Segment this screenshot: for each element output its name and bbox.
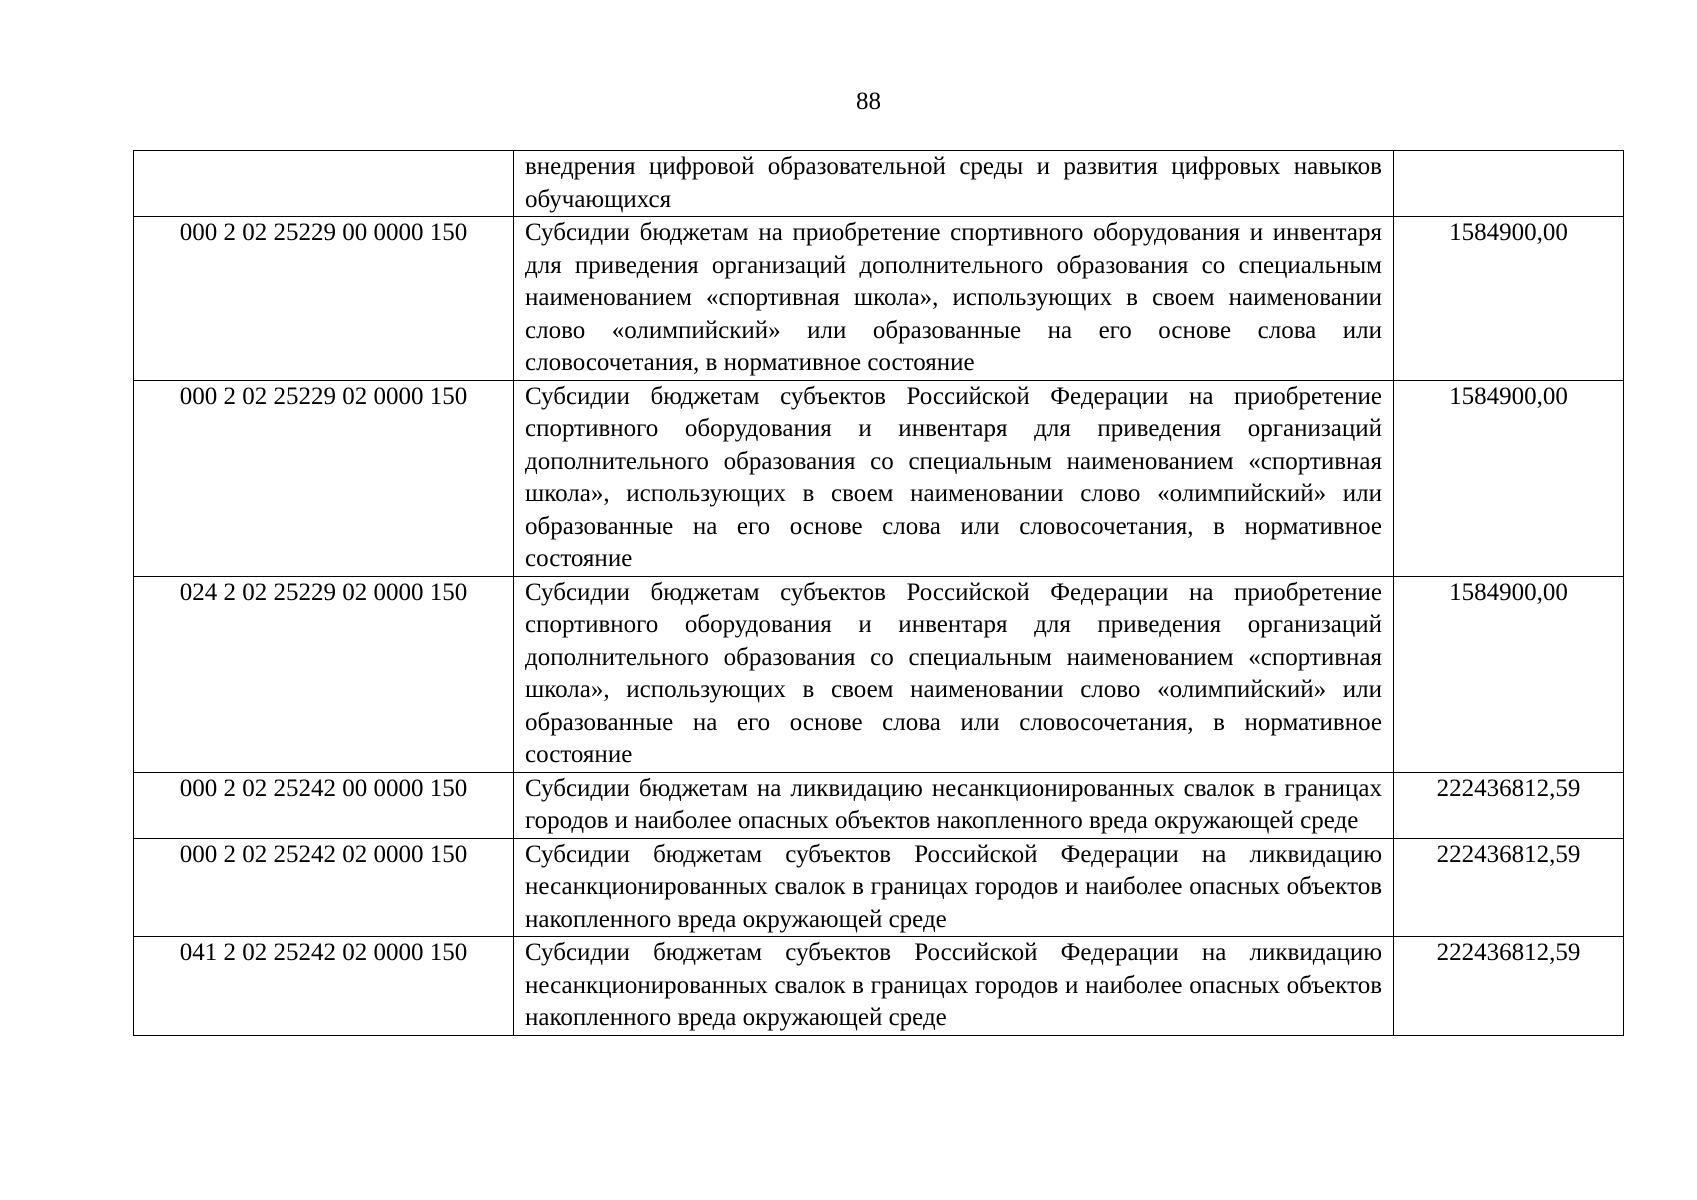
- description-cell: Субсидии бюджетам на ликвидацию несанкционированных свалок в границах городов и наиболее опасных объектов накопленного вреда окружающей среде: [514, 772, 1394, 838]
- amount-cell: 222436812,59: [1394, 772, 1624, 838]
- amount-cell: [1394, 151, 1624, 217]
- revenue-code-cell: 000 2 02 25242 00 0000 150: [134, 772, 514, 838]
- revenue-code-cell: 000 2 02 25229 02 0000 150: [134, 380, 514, 576]
- amount-cell: 1584900,00: [1394, 380, 1624, 576]
- table-row: [134, 151, 1624, 217]
- description-cell: внедрения цифровой образовательной среды и развития цифровых навыков обучающихся: [514, 151, 1394, 217]
- revenue-code-cell: 024 2 02 25229 02 0000 150: [134, 576, 514, 772]
- revenue-code-cell: 041 2 02 25242 02 0000 150: [134, 937, 514, 1036]
- revenue-code-cell: 000 2 02 25229 00 0000 150: [134, 217, 514, 381]
- table-row: [134, 217, 1624, 381]
- table-row: [134, 772, 1624, 838]
- page-number: 88: [856, 88, 881, 115]
- amount-cell: 222436812,59: [1394, 937, 1624, 1036]
- description-cell: Субсидии бюджетам субъектов Российской Федерации на ликвидацию несанкционированных свалок в границах городов и наиболее опасных объектов накопленного вреда окружающей среде: [514, 838, 1394, 937]
- description-cell: Субсидии бюджетам субъектов Российской Федерации на приобретение спортивного оборудования и инвентаря для приведения организаций дополнительного образования со специальным наименованием «спортивная школа», использующих в своем наименовании слово «олимпийский» или образованные на его основе слова или словосочетания, в нормативное состояние: [514, 576, 1394, 772]
- budget-revenue-table: [133, 150, 1624, 1036]
- revenue-code-cell: [134, 151, 514, 217]
- description-cell: Субсидии бюджетам субъектов Российской Федерации на приобретение спортивного оборудования и инвентаря для приведения организаций дополнительного образования со специальным наименованием «спортивная школа», использующих в своем наименовании слово «олимпийский» или образованные на его основе слова или словосочетания, в нормативное состояние: [514, 380, 1394, 576]
- description-cell: Субсидии бюджетам на приобретение спортивного оборудования и инвентаря для приведения организаций дополнительного образования со специальным наименованием «спортивная школа», использующих в своем наименовании слово «олимпийский» или образованные на его основе слова или словосочетания, в нормативное состояние: [514, 217, 1394, 381]
- amount-cell: 1584900,00: [1394, 576, 1624, 772]
- table-row: [134, 937, 1624, 1036]
- amount-cell: 1584900,00: [1394, 217, 1624, 381]
- revenue-code-cell: 000 2 02 25242 02 0000 150: [134, 838, 514, 937]
- description-cell: Субсидии бюджетам субъектов Российской Федерации на ликвидацию несанкционированных свалок в границах городов и наиболее опасных объектов накопленного вреда окружающей среде: [514, 937, 1394, 1036]
- table-row: [134, 576, 1624, 772]
- table-row: [134, 380, 1624, 576]
- amount-cell: 222436812,59: [1394, 838, 1624, 937]
- table-row: [134, 838, 1624, 937]
